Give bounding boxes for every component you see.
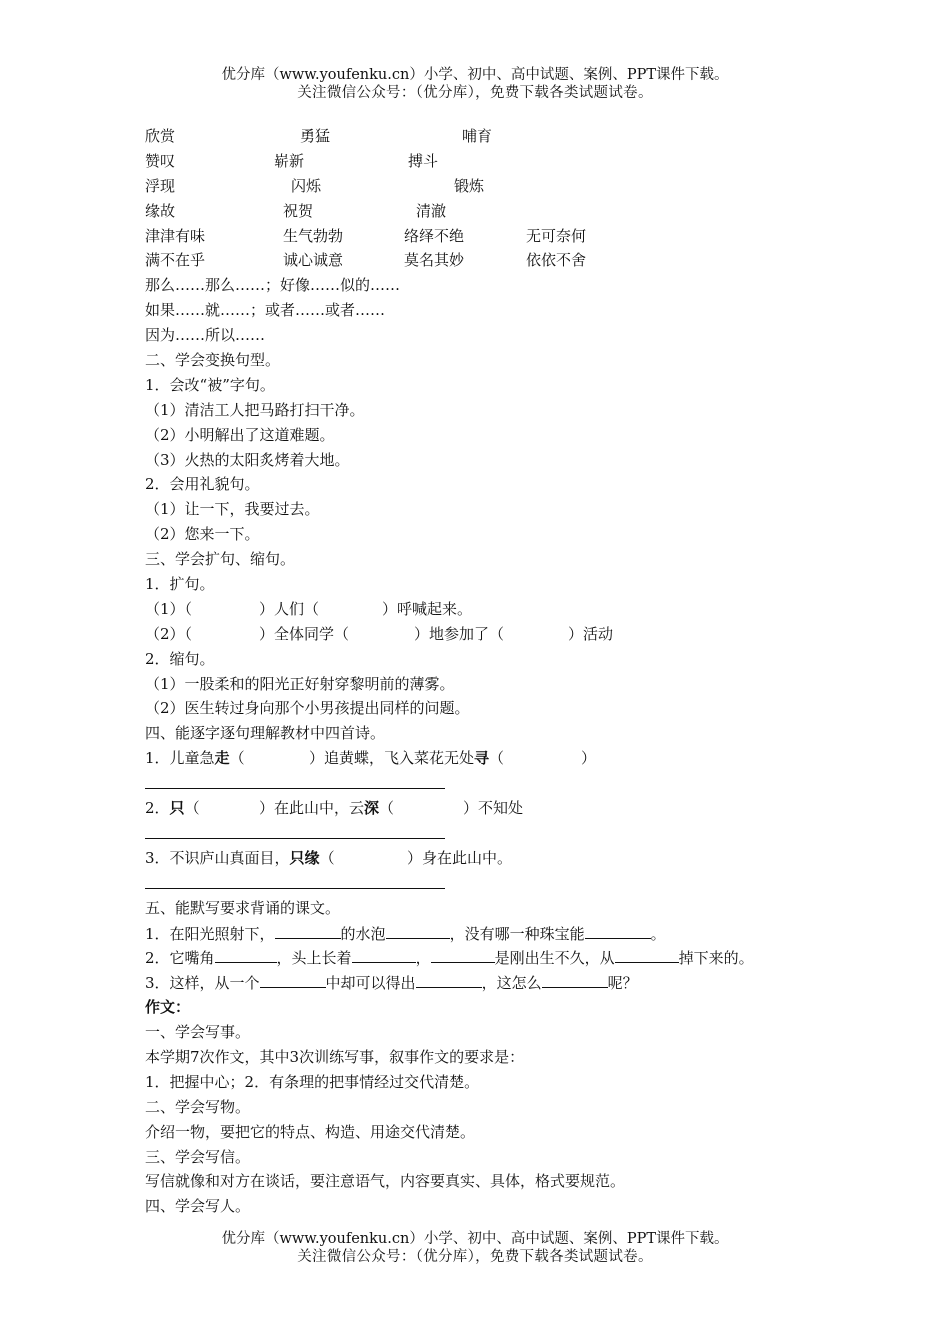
- section-title: 二、学会写物。: [145, 1097, 251, 1116]
- sentence: （2）小明解出了这道难题。: [145, 425, 335, 444]
- blank: [431, 945, 495, 963]
- section-title: 三、学会写信。: [145, 1147, 251, 1166]
- word: 生气勃勃: [283, 226, 344, 245]
- header-line-2: 关注微信公众号：（优分库），免费下载各类试题试卷。: [297, 85, 653, 101]
- poem-line-2: 2．只（ ）在此山中，云深（ ）不知处: [145, 799, 524, 818]
- word: 满不在乎: [145, 251, 206, 270]
- section-title: 四、能逐字逐句理解教材中四首诗。: [145, 724, 386, 743]
- sentence: （2）您来一下。: [145, 525, 260, 544]
- section-title: 二、学会变换句型。: [145, 351, 281, 370]
- section-title: 五、能默写要求背诵的课文。: [145, 898, 341, 917]
- blank: [416, 970, 482, 988]
- word: 津津有味: [145, 226, 206, 245]
- connective-line: 那么……那么……；好像……似的……: [145, 276, 401, 295]
- footer-line-2: 关注微信公众号：（优分库），免费下载各类试题试卷。: [297, 1249, 653, 1265]
- word-row-3: [145, 174, 845, 199]
- question: 2．缩句。: [145, 649, 215, 668]
- page-footer: [0, 1230, 950, 1266]
- word: 赞叹: [145, 151, 176, 170]
- word: 崭新: [274, 151, 305, 170]
- expand-exercise-1: （1）（ ）人们（ ）呼喊起来。: [145, 599, 473, 618]
- word-row-2: [145, 149, 845, 174]
- word-row-6: [145, 248, 845, 273]
- question: 1．扩句。: [145, 575, 215, 594]
- sentence: （1）让一下，我要过去。: [145, 500, 320, 519]
- word: 闪烁: [291, 176, 322, 195]
- page-header: [0, 66, 950, 102]
- paragraph: 写信就像和对方在谈话，要注意语气，内容要真实、具体，格式要规范。: [145, 1172, 626, 1191]
- sentence: （2）医生转过身向那个小男孩提出同样的问题。: [145, 699, 470, 718]
- blank: [215, 945, 277, 963]
- paragraph: 本学期7次作文，其中3次训练写事，叙事作文的要求是：: [145, 1047, 525, 1066]
- blank: [352, 945, 416, 963]
- word: 依依不舍: [526, 251, 587, 270]
- sentence: （3）火热的太阳炙烤着大地。: [145, 450, 350, 469]
- word: 搏斗: [408, 151, 439, 170]
- word: 祝贺: [283, 201, 314, 220]
- section-title: 四、学会写人。: [145, 1197, 251, 1216]
- recite-line-3: 3．这样，从一个 中却可以得出 ，这怎么 呢？: [145, 970, 845, 995]
- word: 勇猛: [300, 127, 331, 145]
- expand-exercise-2: （2）（ ）全体同学（ ）地参加了（ ）活动: [145, 624, 614, 643]
- paragraph: 1．把握中心；2．有条理的把事情经过交代清楚。: [145, 1072, 480, 1091]
- word: 欣赏: [145, 127, 176, 145]
- section-title: 三、学会扩句、缩句。: [145, 550, 296, 569]
- recite-line-1: 1．在阳光照射下， 的水泡 ，没有哪一种珠宝能 。: [145, 921, 845, 946]
- question: 1．会改“被”字句。: [145, 375, 275, 394]
- recite-line-2: 2．它嘴角 ，头上长着 ， 是刚出生不久，从 掉下来的。: [145, 945, 845, 970]
- blank: [386, 921, 450, 939]
- header-line-1: 优分库（www.youfenku.cn）小学、初中、高中试题、案例、PPT课件下载。: [221, 67, 729, 83]
- blank: [542, 970, 608, 988]
- connective-line: 如果……就……；或者……或者……: [145, 301, 386, 320]
- answer-line: [145, 771, 845, 796]
- word: 络绎不绝: [404, 226, 465, 245]
- composition-title: 作文：: [145, 998, 191, 1017]
- word-row-5: [145, 224, 845, 249]
- document-body: [145, 124, 845, 1219]
- word: 缘故: [145, 201, 176, 220]
- poem-line-1: 1．儿童急走（ ）追黄蝶，飞入菜花无处寻（ ）: [145, 749, 597, 768]
- answer-line: [145, 821, 845, 846]
- question: 2．会用礼貌句。: [145, 475, 260, 494]
- sentence: （1）一股柔和的阳光正好射穿黎明前的薄雾。: [145, 674, 455, 693]
- sentence: （1）清洁工人把马路打扫干净。: [145, 400, 365, 419]
- blank: [585, 921, 651, 939]
- blank: [260, 970, 326, 988]
- paragraph: 介绍一物，要把它的特点、构造、用途交代清楚。: [145, 1122, 476, 1141]
- footer-line-1: 优分库（www.youfenku.cn）小学、初中、高中试题、案例、PPT课件下载。: [221, 1231, 729, 1247]
- word: 浮现: [145, 176, 176, 195]
- answer-line: [145, 871, 845, 896]
- word: 锻炼: [454, 176, 485, 195]
- word: 无可奈何: [526, 226, 587, 245]
- blank: [275, 921, 341, 939]
- word-row-1: [145, 124, 845, 149]
- word: 哺育: [462, 127, 493, 145]
- word: 清澈: [416, 201, 447, 220]
- section-title: 一、学会写事。: [145, 1023, 251, 1042]
- word: 莫名其妙: [404, 251, 465, 270]
- blank: [615, 945, 679, 963]
- poem-line-3: 3．不识庐山真面目，只缘（ ）身在此山中。: [145, 848, 513, 867]
- word-row-4: [145, 199, 845, 224]
- connective-line: 因为……所以……: [145, 326, 266, 345]
- word: 诚心诚意: [283, 251, 344, 270]
